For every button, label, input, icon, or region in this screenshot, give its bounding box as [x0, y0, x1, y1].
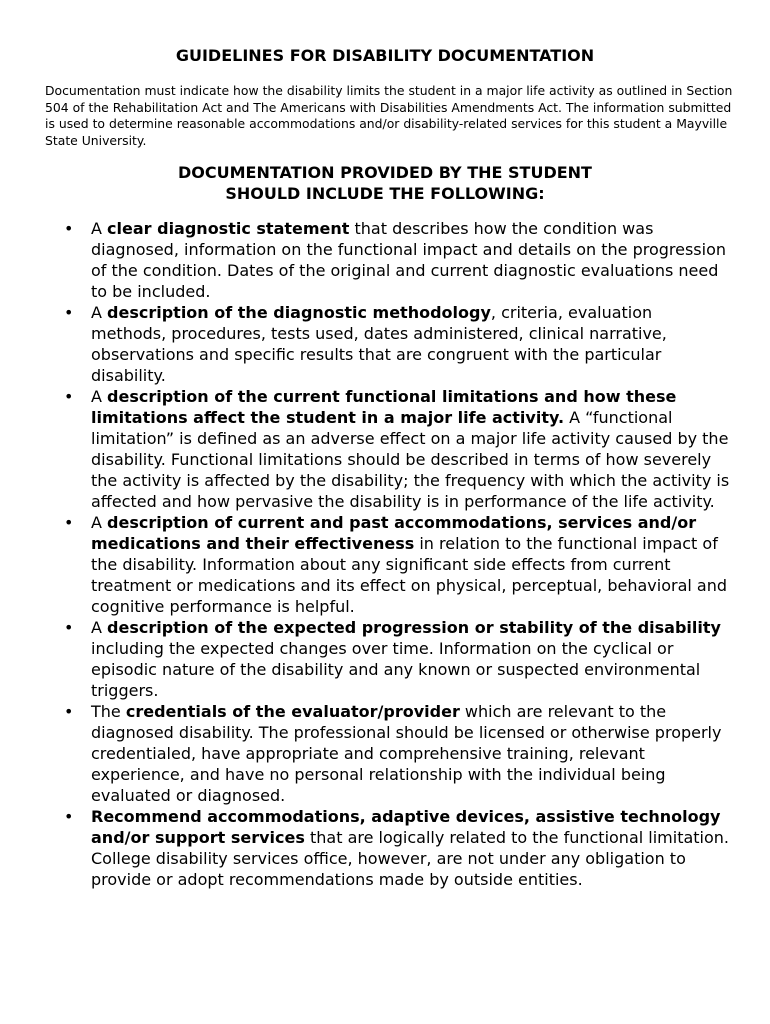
item-emphasis: credentials of the evaluator/provider [125, 702, 460, 721]
bullet-icon: • [64, 807, 74, 826]
list-item [0, 218, 731, 302]
item-emphasis: clear diagnostic statement [107, 219, 350, 238]
item-text: , criteria, evaluation methods, procedures, tests used, dates administered, clinical narrative, observations and specific results that are congruent with the particular disability. [91, 303, 667, 385]
list-item [0, 512, 731, 617]
bullet-icon: • [64, 219, 74, 238]
list-item [0, 302, 731, 386]
item-text: that describes how the condition was diagnosed, information on the functional impact and details on the progression of the condition. Dates of the original and current diagnostic evaluations need to be included. [91, 219, 727, 301]
item-emphasis: description of current and past accommodations, services and/or medications and their effectiveness [91, 513, 697, 553]
bullet-icon: • [64, 303, 74, 322]
item-prefix: A [91, 387, 108, 406]
item-text: in relation to the functional impact of the disability. Information about any significant side effects from current treatment or medications and its effect on physical, perceptual, behavioral and cognitive performance is helpful. [91, 534, 728, 616]
item-prefix: A [91, 513, 108, 532]
item-text: A “functional limitation” is defined as an adverse effect on a major life activity caused by the disability. Functional limitations should be described in terms of how severely the activity is affected by the disability; the frequency with which the activity is affected and how pervasive the disability is in performance of the life activity. [91, 408, 730, 511]
list-item [0, 617, 731, 701]
section-heading-line-1: DOCUMENTATION PROVIDED BY THE STUDENT [178, 163, 592, 182]
list-item [0, 386, 731, 512]
item-prefix: A [91, 618, 108, 637]
item-prefix: A [91, 303, 108, 322]
item-emphasis: description of the diagnostic methodology [107, 303, 491, 322]
item-emphasis: Recommend accommodations, adaptive devices, assistive technology and/or support services [91, 807, 721, 847]
document-title: GUIDELINES FOR DISABILITY DOCUMENTATION [175, 46, 595, 65]
list-item [0, 806, 731, 890]
section-heading-line-2: SHOULD INCLUDE THE FOLLOWING: [225, 184, 545, 203]
item-emphasis: description of the expected progression or stability of the disability [107, 618, 721, 637]
requirements-list [0, 218, 770, 890]
item-emphasis: description of the current functional limitations and how these limitations affect the student in a major life activity. [91, 387, 677, 427]
bullet-icon: • [64, 702, 74, 721]
item-text: which are relevant to the diagnosed disability. The professional should be licensed or otherwise properly credentialed, have appropriate and comprehensive training, relevant experience, and have no personal relationship with the individual being evaluated or diagnosed. [91, 702, 722, 805]
item-prefix: The [91, 702, 126, 721]
bullet-icon: • [64, 513, 74, 532]
bullet-icon: • [64, 387, 74, 406]
bullet-icon: • [64, 618, 74, 637]
section-heading [0, 162, 770, 204]
item-text: that are logically related to the functional limitation. College disability services office, however, are not under any obligation to provide or adopt recommendations made by outside entities. [91, 828, 730, 889]
intro-paragraph: Documentation must indicate how the disability limits the student in a major life activity as outlined in Section 504 of the Rehabilitation Act and The Americans with Disabilities Amendments Act. The information submitted is used to determine reasonable accommodations and/or disability-related services for this student a Mayville State University. [45, 83, 733, 148]
item-text: including the expected changes over time. Information on the cyclical or episodic nature of the disability and any known or suspected environmental triggers. [91, 639, 701, 700]
item-prefix: A [91, 219, 108, 238]
list-item [0, 701, 731, 806]
